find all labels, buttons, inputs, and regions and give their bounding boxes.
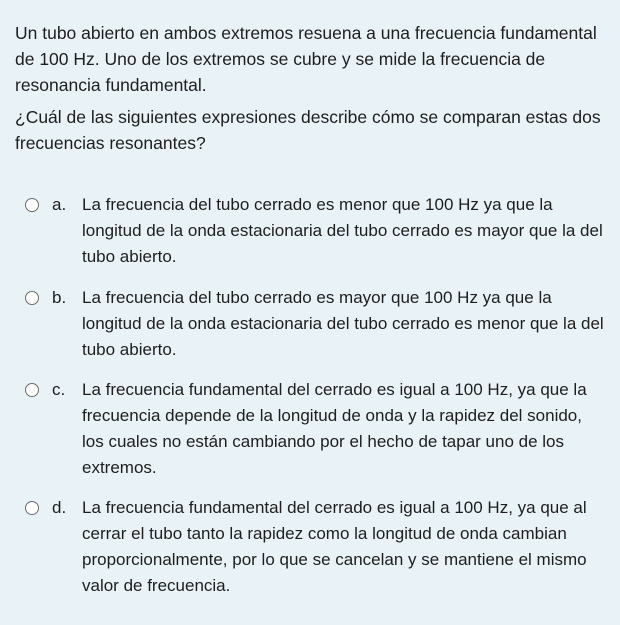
option-b-radio[interactable] [25,291,39,305]
question-prompt: ¿Cuál de las siguientes expresiones describe cómo se comparan estas dos frecuencias resonantes? [15,107,601,153]
option-a-text: La frecuencia del tubo cerrado es menor que 100 Hz ya que la longitud de la onda estacionaria del tubo cerrado es mayor que la del tubo abierto. [82,195,603,266]
question-block [15,20,610,156]
option-b-text: La frecuencia del tubo cerrado es mayor que 100 Hz ya que la longitud de la onda estacionaria del tubo cerrado es menor que la del tubo abierto. [82,288,604,359]
option-c-text: La frecuencia fundamental del cerrado es igual a 100 Hz, ya que la frecuencia depende de la longitud de onda y la rapidez del sonido, los cuales no están cambiando por el hecho de tapar uno de los extremos. [82,380,587,477]
option-b-letter: b. [52,288,67,307]
option-c-letter: c. [52,380,66,399]
option-c-radio[interactable] [25,383,39,397]
option-d-text: La frecuencia fundamental del cerrado es igual a 100 Hz, ya que al cerrar el tubo tanto la rapidez como la longitud de onda cambian proporcionalmente, por lo que se cancelan y se mantiene el mismo valor de frecuencia. [82,498,587,595]
option-d-letter: d. [52,498,67,517]
option-d-radio[interactable] [25,501,39,515]
option-a-radio[interactable] [25,198,39,212]
question-statement: Un tubo abierto en ambos extremos resuena a una frecuencia fundamental de 100 Hz. Uno de los extremos se cubre y se mide la frecuencia de resonancia fundamental. [15,23,597,95]
option-a-letter: a. [52,195,67,214]
